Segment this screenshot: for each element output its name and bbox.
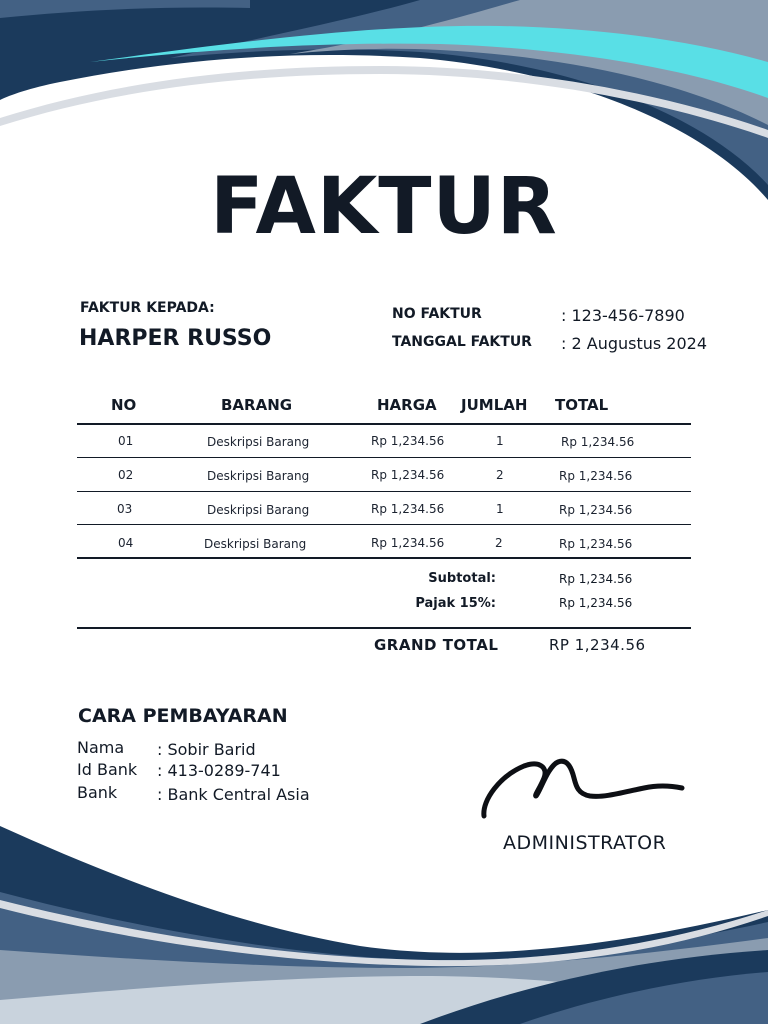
- payment-bank-label: Bank: [77, 783, 118, 802]
- row-divider: [77, 491, 691, 492]
- col-header-total: TOTAL: [555, 396, 609, 414]
- invoice-date-value: : 2 Augustus 2024: [561, 334, 708, 353]
- invoice-number-label: NO FAKTUR: [392, 306, 482, 322]
- bill-to-label: FAKTUR KEPADA:: [80, 300, 215, 316]
- row-no: 03: [117, 502, 133, 516]
- row-divider: [77, 457, 691, 458]
- payment-name-value: : Sobir Barid: [157, 740, 256, 759]
- payment-bank-id-value: : 413-0289-741: [157, 761, 281, 780]
- invoice-number-value: : 123-456-7890: [561, 306, 685, 325]
- row-qty: 2: [496, 468, 504, 482]
- grand-total-divider: [77, 627, 691, 629]
- row-item: Deskripsi Barang: [207, 503, 310, 517]
- col-header-no: NO: [111, 396, 137, 414]
- invoice-date-label: TANGGAL FAKTUR: [392, 334, 532, 350]
- invoice-title: FAKTUR: [210, 162, 558, 252]
- subtotal-value: Rp 1,234.56: [559, 572, 633, 586]
- row-qty: 1: [496, 502, 504, 516]
- payment-name-label: Nama: [77, 738, 125, 757]
- col-header-item: BARANG: [221, 396, 293, 414]
- grand-total-value: RP 1,234.56: [549, 636, 646, 654]
- row-total: Rp 1,234.56: [559, 503, 633, 517]
- row-item: Deskripsi Barang: [207, 469, 310, 483]
- signature-role: ADMINISTRATOR: [503, 832, 667, 854]
- row-price: Rp 1,234.56: [371, 434, 445, 448]
- grand-total-label: GRAND TOTAL: [374, 636, 499, 654]
- row-divider: [77, 524, 691, 525]
- row-no: 04: [118, 536, 134, 550]
- table-header-divider: [77, 423, 691, 425]
- tax-value: Rp 1,234.56: [559, 596, 633, 610]
- payment-method-title: CARA PEMBAYARAN: [78, 705, 288, 727]
- row-no: 01: [118, 434, 134, 448]
- row-qty: 2: [495, 536, 503, 550]
- row-no: 02: [118, 468, 134, 482]
- table-bottom-divider: [77, 557, 691, 559]
- col-header-qty: JUMLAH: [461, 396, 528, 414]
- subtotal-label: Subtotal:: [428, 571, 496, 586]
- payment-bank-value: : Bank Central Asia: [157, 785, 310, 804]
- row-item: Deskripsi Barang: [204, 537, 307, 551]
- row-price: Rp 1,234.56: [371, 502, 445, 516]
- signature-mark: [478, 752, 688, 824]
- tax-label: Pajak 15%:: [415, 596, 496, 611]
- row-price: Rp 1,234.56: [371, 468, 445, 482]
- row-item: Deskripsi Barang: [207, 435, 310, 449]
- row-total: Rp 1,234.56: [561, 435, 635, 449]
- row-price: Rp 1,234.56: [371, 536, 445, 550]
- row-total: Rp 1,234.56: [559, 537, 633, 551]
- client-name: HARPER RUSSO: [79, 326, 272, 351]
- row-qty: 1: [496, 434, 504, 448]
- row-total: Rp 1,234.56: [559, 469, 633, 483]
- payment-bank-id-label: Id Bank: [77, 760, 138, 779]
- col-header-price: HARGA: [377, 396, 437, 414]
